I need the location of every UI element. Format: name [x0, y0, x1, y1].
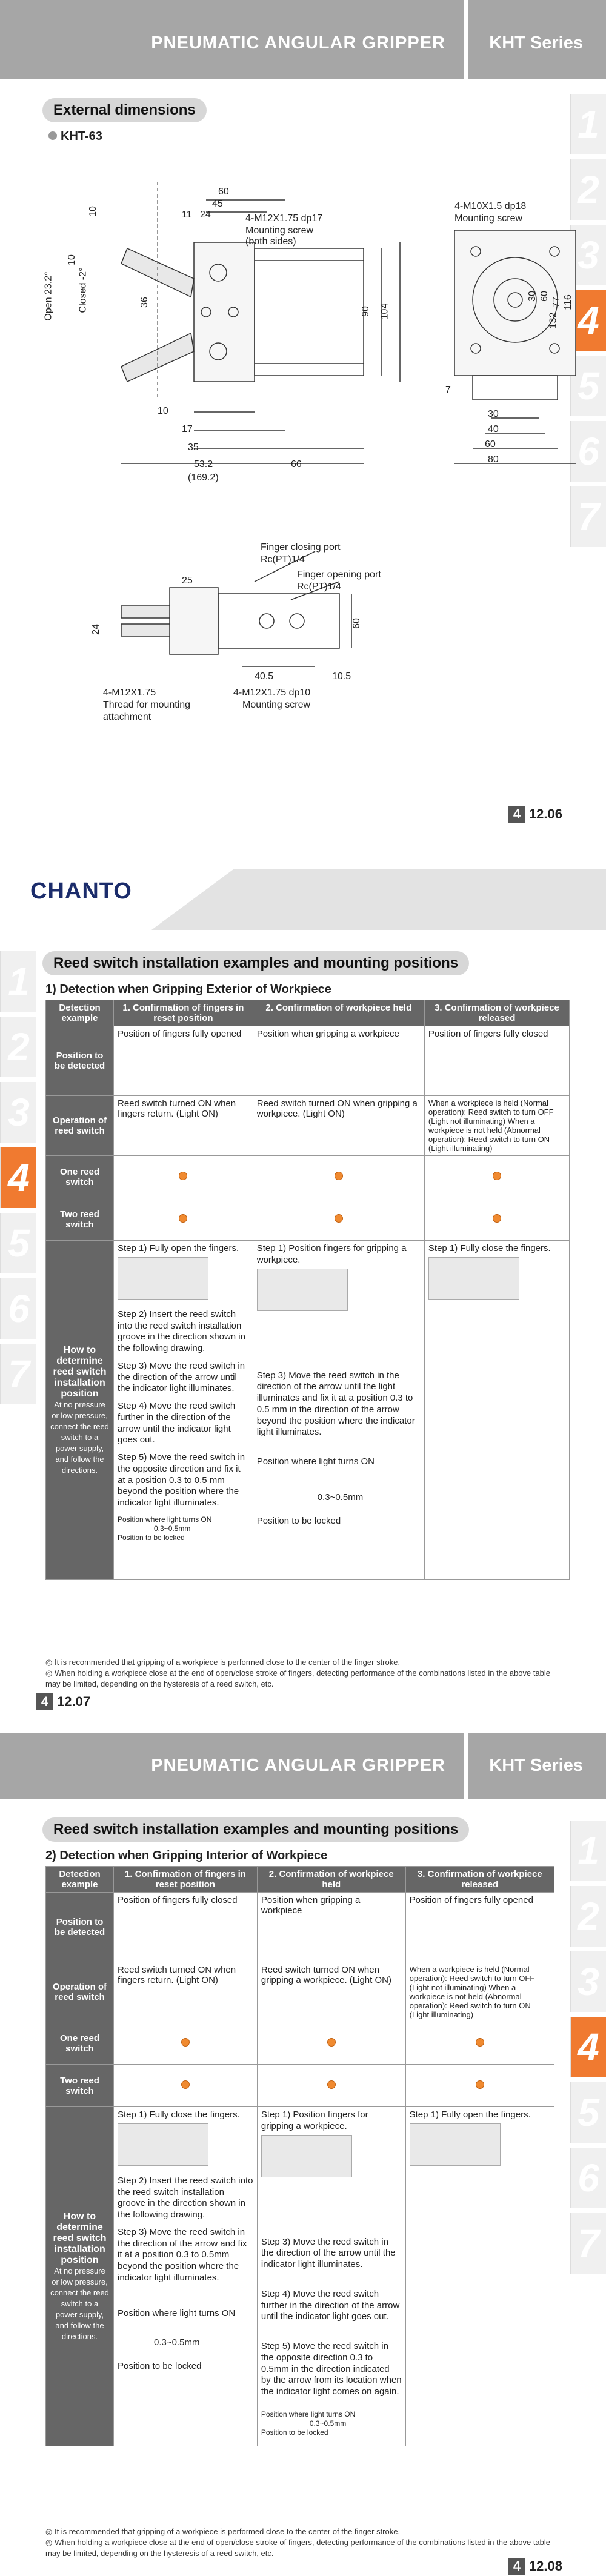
- position-2: [253, 1026, 424, 1096]
- operation-3: When a workpiece is held (Normal operation): Reed switch to turn OFF (Light not illuminating) When a workpiece is not held (Abnormal operation): Reed switch to turn ON (Light illuminating): [424, 1096, 569, 1156]
- light-on-label: Position where light turns ON: [118, 1515, 212, 1524]
- note-1: ◎ It is recommended that gripping of a workpiece is performed close to the center of the finger stroke.: [45, 1658, 401, 1667]
- dim-45: 45: [212, 199, 223, 209]
- operation-1: Reed switch turned ON when fingers return. (Light ON): [114, 1962, 258, 2022]
- tab-6[interactable]: 6: [0, 1278, 36, 1339]
- dot-icon: [327, 2038, 336, 2047]
- page-number: [508, 2558, 562, 2575]
- step1-col2: Step 1) Position fingers for gripping a workpiece.: [256, 1243, 407, 1265]
- model-name: KHT-63: [61, 130, 102, 143]
- dot-icon: [493, 1214, 501, 1223]
- tab-7[interactable]: 7: [570, 2213, 606, 2274]
- tab-6[interactable]: 6: [570, 421, 606, 482]
- dot-icon: [179, 1172, 187, 1180]
- open-angle: Open 23.2°: [43, 271, 54, 321]
- pos-1-text: Position of fingers fully opened: [118, 1029, 242, 1039]
- note-1: ◎ It is recommended that gripping of a workpiece is performed close to the center of the finger stroke.: [45, 2527, 401, 2536]
- dim-60-b: 60: [351, 618, 362, 629]
- gripper-figure: [261, 2135, 352, 2177]
- dot-icon: [476, 2080, 484, 2089]
- thread-5: Mounting screw: [242, 700, 311, 710]
- lock-label-2: Position to be locked: [256, 1515, 341, 1526]
- dim-60-top: 60: [218, 187, 229, 197]
- steps-col-2: [257, 2107, 405, 2446]
- step2: Step 2) Insert the reed switch into the reed switch installation groove in the direction shown in the following drawing.: [118, 2175, 253, 2220]
- one-reed-2: [257, 2022, 405, 2065]
- two-reed-2: [253, 1198, 424, 1241]
- light-on-label: Position where light turns ON: [118, 2308, 236, 2319]
- section-heading: Reed switch installation examples and mounting positions: [42, 1817, 469, 1842]
- header-separator: [464, 0, 468, 79]
- position-2: Position when gripping a workpiece: [257, 1893, 405, 1962]
- page-chapter-box: 4: [508, 2558, 525, 2575]
- how-title: How to determine reed switch installation position: [53, 2211, 107, 2265]
- closed-angle: Closed -2°: [78, 267, 88, 313]
- step5-col1: Step 5) Move the reed switch in the opposite direction and fix it at a position 0.3 to 0.5 mm beyond the position where the indicator light illuminates.: [118, 1452, 245, 1508]
- page-number: [508, 806, 562, 823]
- tab-5[interactable]: 5: [570, 2082, 606, 2143]
- gripper-figure: [428, 1257, 519, 1300]
- dim-90: 90: [360, 306, 371, 317]
- dim-10-b: 10: [66, 254, 77, 265]
- mount-screw-1c: (both sides): [245, 236, 296, 247]
- pos-2-text: Position when gripping a workpiece: [256, 1029, 399, 1039]
- dim-30-h: 30: [488, 409, 499, 419]
- position-1: [114, 1026, 253, 1096]
- tab-3[interactable]: 3: [0, 1082, 36, 1143]
- dim-169-2: (169.2): [188, 473, 219, 483]
- light-on-label-2: Position where light turns ON: [256, 1456, 375, 1467]
- dot-icon: [327, 2080, 336, 2089]
- dim-30-v: 30: [527, 291, 538, 302]
- step3-col2: Step 3) Move the reed switch in the direction of the arrow until the light illuminates and fix it at a position 0.3 to 0.5 mm in the direction of the arrow beyond the position where the indicator light illuminates.: [256, 1370, 415, 1438]
- note-2: ◎ When holding a workpiece close at the end of open/close stroke of fingers, detecting performance of the combinations listed in the above table may be limited, depending on the hysteresis of a reed switch, etc.: [45, 2538, 551, 2558]
- steps-col-2: [253, 1241, 424, 1580]
- col-2: 2. Confirmation of workpiece held: [253, 1000, 424, 1026]
- page-2: [0, 854, 606, 1715]
- two-reed-3: [405, 2065, 554, 2107]
- chanto-logo: [30, 878, 132, 905]
- lock-label: Position to be locked: [118, 1533, 185, 1542]
- page-3: [0, 1715, 606, 2576]
- finger-closing-port: Finger closing port: [261, 542, 341, 553]
- detection-table-exterior: [45, 1000, 570, 1580]
- header-title: PNEUMATIC ANGULAR GRIPPER: [151, 33, 445, 53]
- dim-25: 25: [182, 576, 193, 586]
- step4-col2: Step 4) Move the reed switch further in the direction of the arrow until the indicator light goes out.: [261, 2288, 400, 2322]
- tab-7[interactable]: 7: [570, 486, 606, 547]
- step1-col3: Step 1) Fully open the fingers.: [409, 2110, 531, 2120]
- tab-7[interactable]: 7: [0, 1344, 36, 1404]
- tab-3[interactable]: 3: [570, 1951, 606, 2012]
- how-title: How to determine reed switch installation position: [53, 1344, 107, 1399]
- chapter-tabs-left: [0, 951, 36, 1409]
- finger-opening-port-rc: Rc(PT)1/4: [297, 582, 341, 592]
- tab-2[interactable]: 2: [0, 1017, 36, 1077]
- dim-10-a: 10: [87, 206, 98, 217]
- row-two-reed: Two reed switch: [46, 1198, 114, 1241]
- dot-icon: [335, 1172, 343, 1180]
- step5-col2: Step 5) Move the reed switch in the opposite direction 0.3 to 0.5mm in the direction indicated by the arrow from its location when the indicator light comes on again.: [261, 2341, 402, 2397]
- col-detection: Detection example: [46, 1867, 114, 1893]
- header-band: [152, 869, 606, 930]
- thread-1: 4-M12X1.75: [103, 688, 156, 698]
- model-label: [48, 130, 102, 144]
- step1-col2: Step 1) Position fingers for gripping a workpiece.: [261, 2110, 368, 2131]
- bullet-icon: [48, 131, 57, 140]
- dim-80: 80: [488, 454, 499, 465]
- row-two-reed: Two reed switch: [46, 2065, 114, 2107]
- mm-label-2: 0.3~0.5mm: [309, 2418, 347, 2428]
- dot-icon: [476, 2038, 484, 2047]
- gripper-figure: [118, 1257, 208, 1300]
- dot-icon: [179, 1214, 187, 1223]
- row-operation: Operation of reed switch: [46, 1962, 114, 2022]
- dim-116: 116: [562, 294, 573, 310]
- gripper-figure: [118, 2123, 208, 2166]
- col-1: 1. Confirmation of fingers in reset position: [114, 1867, 258, 1893]
- tab-2[interactable]: 2: [570, 159, 606, 220]
- header-separator: [464, 1733, 468, 1799]
- one-reed-3: [405, 2022, 554, 2065]
- dot-icon: [181, 2038, 190, 2047]
- step1-col3: Step 1) Fully close the fingers.: [428, 1243, 551, 1253]
- step2: Step 2) Insert the reed switch into the reed switch installation groove in the direction shown in the following drawing.: [118, 1309, 245, 1353]
- dot-icon: [181, 2080, 190, 2089]
- page-number: [36, 1693, 90, 1710]
- tab-1[interactable]: 1: [570, 1821, 606, 1881]
- mount-screw-1: 4-M12X1.75 dp17: [245, 213, 323, 224]
- page-header: [0, 1733, 606, 1799]
- col-1: 1. Confirmation of fingers in reset position: [114, 1000, 253, 1026]
- dim-40-5: 40.5: [255, 671, 274, 682]
- mount-screw-2: 4-M10X1.5 dp18: [454, 201, 527, 211]
- lock-label: Position to be locked: [118, 2361, 202, 2371]
- finger-closing-port-rc: Rc(PT)1/4: [261, 554, 305, 565]
- steps-col-3: [424, 1241, 569, 1580]
- page-1: [0, 0, 606, 854]
- pos-3-text: Position of fingers fully closed: [428, 1029, 548, 1039]
- step3-col1: Step 3) Move the reed switch in the direction of the arrow until the indicator light illuminates.: [118, 1360, 245, 1394]
- col-2: 2. Confirmation of workpiece held: [257, 1867, 405, 1893]
- page-header: [0, 0, 606, 79]
- mm-label: 0.3~0.5mm: [154, 2337, 200, 2348]
- dim-24-b: 24: [90, 624, 101, 635]
- step3-col1: Step 3) Move the reed switch in the direction of the arrow and fix it at a position 0.3 to 0.5mm beyond the position where the indicator light illuminates.: [118, 2226, 247, 2283]
- detection-table-interior: [45, 1866, 554, 2446]
- position-1: Position of fingers fully closed: [114, 1893, 258, 1962]
- header-series: KHT Series: [489, 1756, 583, 1775]
- subtitle: 1) Detection when Gripping Exterior of Workpiece: [45, 983, 331, 996]
- tab-5[interactable]: 5: [0, 1213, 36, 1273]
- gripper-figure: [257, 1269, 348, 1311]
- row-one-reed: One reed switch: [46, 2022, 114, 2065]
- col-detection: Detection example: [46, 1000, 114, 1026]
- logo-text: CHANTO: [30, 878, 132, 904]
- section-heading: Reed switch installation examples and mounting positions: [42, 951, 469, 975]
- how-sub: At no pressure or low pressure, connect the reed switch to a power supply, and follow the directions.: [50, 2266, 109, 2341]
- page-number-text: 12.07: [57, 1694, 91, 1709]
- lock-label-2: Position to be locked: [261, 2428, 328, 2437]
- dim-60-h: 60: [485, 439, 496, 450]
- one-reed-1: [114, 2022, 258, 2065]
- position-3: Position of fingers fully opened: [405, 1893, 554, 1962]
- steps-col-3: [405, 2107, 554, 2446]
- dim-17: 17: [182, 424, 193, 434]
- section-heading: External dimensions: [42, 98, 207, 122]
- operation-3: When a workpiece is held (Normal operation): Reed switch to turn OFF (Light not illuminating) When a workpiece is not held (Abnormal operation): Reed switch to turn ON (Light illuminating): [405, 1962, 554, 2022]
- row-one-reed: One reed switch: [46, 1156, 114, 1198]
- dim-60-v: 60: [539, 291, 550, 302]
- page-chapter-box: 4: [36, 1693, 53, 1710]
- mount-screw-2b: Mounting screw: [454, 213, 523, 224]
- step1-col1: Step 1) Fully close the fingers.: [118, 2110, 240, 2120]
- tab-4[interactable]: 4: [0, 1147, 36, 1208]
- col-3: 3. Confirmation of workpiece released: [424, 1000, 569, 1026]
- page-number-text: 12.06: [528, 806, 562, 822]
- header-title: PNEUMATIC ANGULAR GRIPPER: [151, 1756, 445, 1775]
- steps-col-1: [114, 1241, 253, 1580]
- tab-4[interactable]: 4: [570, 2017, 606, 2077]
- thread-3: attachment: [103, 712, 152, 722]
- operation-2: Reed switch turned ON when gripping a workpiece. (Light ON): [257, 1962, 405, 2022]
- operation-2: Reed switch turned ON when gripping a workpiece. (Light ON): [253, 1096, 424, 1156]
- one-reed-1: [114, 1156, 253, 1198]
- dim-10-c: 10: [158, 406, 168, 416]
- light-on-label-2: Position where light turns ON: [261, 2409, 356, 2418]
- operation-1: Reed switch turned ON when fingers return. (Light ON): [114, 1096, 253, 1156]
- position-3: [424, 1026, 569, 1096]
- tab-3[interactable]: 3: [570, 225, 606, 285]
- mm-label: 0.3~0.5mm: [154, 1524, 191, 1533]
- dim-35: 35: [188, 442, 199, 453]
- two-reed-2: [257, 2065, 405, 2107]
- tab-2[interactable]: 2: [570, 1886, 606, 1947]
- dim-11: 11: [182, 210, 192, 220]
- row-position: Position to be detected: [46, 1026, 114, 1096]
- row-operation: Operation of reed switch: [46, 1096, 114, 1156]
- one-reed-3: [424, 1156, 569, 1198]
- thread-4: 4-M12X1.75 dp10: [233, 688, 311, 698]
- dot-icon: [493, 1172, 501, 1180]
- two-reed-1: [114, 1198, 253, 1241]
- chapter-tabs: [570, 1821, 606, 2279]
- steps-col-1: [114, 2107, 258, 2446]
- note-2: ◎ When holding a workpiece close at the end of open/close stroke of fingers, detecting performance of the combinations listed in the above table may be limited, depending on the hysteresis of a reed switch, etc.: [45, 1668, 551, 1688]
- page-chapter-box: 4: [508, 806, 525, 823]
- row-how: [46, 2107, 114, 2446]
- two-reed-1: [114, 2065, 258, 2107]
- dim-66: 66: [291, 459, 302, 470]
- dot-icon: [335, 1214, 343, 1223]
- dim-36: 36: [139, 297, 150, 308]
- tab-1[interactable]: 1: [0, 951, 36, 1012]
- tab-5[interactable]: 5: [570, 356, 606, 416]
- col-3: 3. Confirmation of workpiece released: [405, 1867, 554, 1893]
- mount-screw-1b: Mounting screw: [245, 225, 314, 236]
- step3-col2: Step 3) Move the reed switch in the direction of the arrow until the indicator light illuminates.: [261, 2236, 396, 2269]
- thread-2: Thread for mounting: [103, 700, 191, 710]
- dim-104: 104: [379, 303, 390, 320]
- gripper-figure: [410, 2123, 501, 2166]
- mm-label-2: 0.3~0.5mm: [317, 1492, 364, 1502]
- header-series: KHT Series: [489, 33, 583, 53]
- step4-col1: Step 4) Move the reed switch further in the direction of the arrow until the indicator light goes out.: [118, 1401, 236, 1446]
- dim-24: 24: [200, 210, 211, 220]
- how-sub: At no pressure or low pressure, connect the reed switch to a power supply, and follow the directions.: [50, 1399, 109, 1475]
- finger-opening-port: Finger opening port: [297, 569, 381, 580]
- tab-6[interactable]: 6: [570, 2148, 606, 2208]
- row-position: Position to be detected: [46, 1893, 114, 1962]
- dim-132: 132: [548, 312, 559, 329]
- subtitle: 2) Detection when Gripping Interior of Workpiece: [45, 1849, 328, 1862]
- dim-40: 40: [488, 424, 499, 434]
- one-reed-2: [253, 1156, 424, 1198]
- row-how: [46, 1241, 114, 1580]
- dim-10-5: 10.5: [332, 671, 351, 682]
- dim-7: 7: [445, 385, 451, 395]
- tab-4[interactable]: 4: [570, 290, 606, 351]
- dim-77: 77: [551, 297, 562, 308]
- dim-53-2: 53.2: [194, 459, 213, 470]
- two-reed-3: [424, 1198, 569, 1241]
- step1-col1: Step 1) Fully open the fingers.: [118, 1243, 239, 1253]
- tab-1[interactable]: 1: [570, 94, 606, 154]
- page-number-text: 12.08: [528, 2558, 562, 2574]
